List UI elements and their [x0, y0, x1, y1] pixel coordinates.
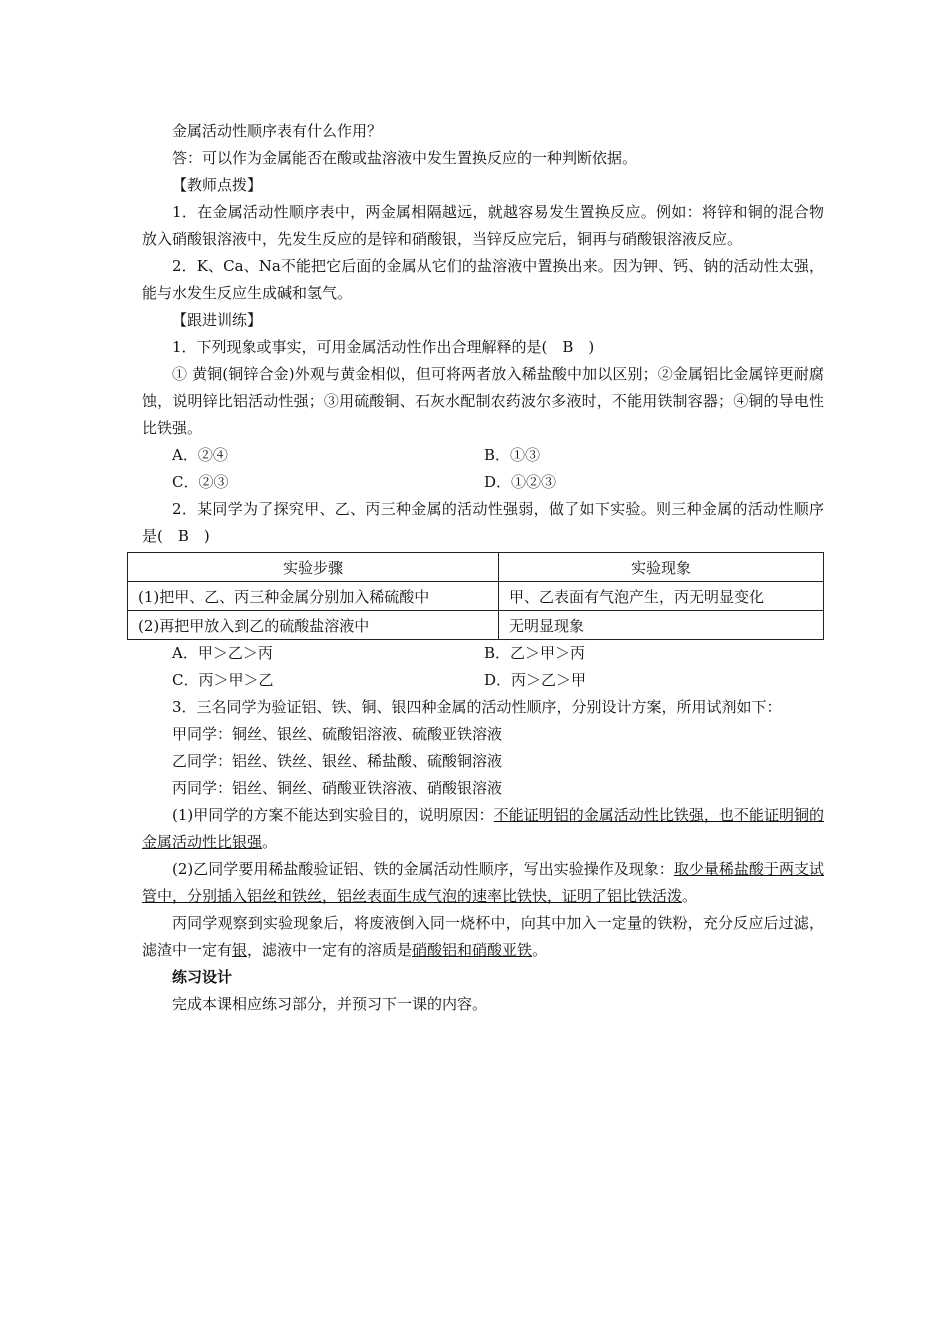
sub-question-1	[142, 802, 824, 856]
training-heading: 【跟进训练】	[172, 311, 263, 329]
teacher-tip-1: 1．在金属活动性顺序表中，两金属相隔越远，就越容易发生置换反应。例如：将锌和铜的混合物放入硝酸银溶液中，先发生反应的是锌和硝酸银，当锌反应完后，铜再与硝酸银溶液反应。	[142, 203, 824, 248]
option-a: A．②④	[172, 446, 228, 464]
document-page	[138, 118, 824, 1018]
practice-body: 完成本课相应练习部分，并预习下一课的内容。	[172, 995, 488, 1013]
table-header-phenomena: 实验现象	[499, 553, 824, 582]
student-bing-reagents: 丙同学：铝丝、铜丝、硝酸亚铁溶液、硝酸银溶液	[172, 779, 503, 797]
option-b: B．乙＞甲＞丙	[484, 644, 586, 662]
option-c: C．②③	[172, 473, 229, 491]
exercise-1-options-row-1	[142, 442, 824, 469]
punctuation: 。	[262, 833, 278, 851]
option-d: D．①②③	[484, 473, 557, 491]
option-b: B．①③	[484, 446, 541, 464]
sub-question-2	[142, 856, 824, 910]
table-header-row	[128, 553, 824, 582]
sub-question-3-prompt: 丙同学观察到实验现象后，将废液倒入同一烧杯中，向其中加入一定量的铁粉，充分反应后过滤，滤渣中一定有	[142, 914, 824, 959]
sub-question-1-answer: 不能证明铝的金属活动性比铁强，也不能证明铜的金属活动性比银强	[142, 806, 824, 851]
punctuation: 。	[682, 887, 698, 905]
table-cell: 无明显现象	[499, 611, 824, 640]
option-d: D．丙＞乙＞甲	[484, 671, 587, 689]
sub-question-2-prompt: (2)乙同学要用稀盐酸验证铝、铁的金属活动性顺序，写出实验操作及现象：	[172, 860, 674, 878]
question-title: 金属活动性顺序表有什么作用？	[172, 122, 383, 140]
exercise-1-options-row-2	[142, 469, 824, 496]
sub-question-3-prompt-2: ，滤液中一定有的溶质是	[247, 941, 413, 959]
sub-question-3	[142, 910, 824, 964]
experiment-table	[127, 552, 824, 640]
table-cell: (1)把甲、乙、丙三种金属分别加入稀硫酸中	[128, 582, 499, 611]
exercise-3-stem: 3．三名同学为验证铝、铁、铜、银四种金属的活动性顺序，分别设计方案，所用试剂如下：	[172, 698, 782, 716]
option-c: C．丙＞甲＞乙	[172, 671, 274, 689]
exercise-2-stem: 2．某同学为了探究甲、乙、丙三种金属的活动性强弱，做了如下实验。则三种金属的活动性顺序是( B )	[142, 500, 824, 545]
table-header-steps: 实验步骤	[128, 553, 499, 582]
practice-heading: 练习设计	[172, 968, 233, 986]
exercise-2-options-row-2	[142, 667, 824, 694]
table-row	[128, 582, 824, 611]
question-answer: 答：可以作为金属能否在酸或盐溶液中发生置换反应的一种判断依据。	[172, 149, 638, 167]
exercise-1-stem: 1．下列现象或事实，可用金属活动性作出合理解释的是( B )	[172, 338, 595, 356]
sub-question-2-answer: 取少量稀盐酸于两支试管中，分别插入铝丝和铁丝，铝丝表面生成气泡的速率比铁快，证明了铝比铁活泼	[142, 860, 824, 905]
table-cell: 甲、乙表面有气泡产生，丙无明显变化	[499, 582, 824, 611]
student-jia-reagents: 甲同学：铜丝、银丝、硫酸铝溶液、硫酸亚铁溶液	[172, 725, 503, 743]
sub-question-3-answer-solutes: 硝酸铝和硝酸亚铁	[412, 941, 533, 959]
table-cell: (2)再把甲放入到乙的硫酸盐溶液中	[128, 611, 499, 640]
sub-question-1-prompt: (1)甲同学的方案不能达到实验目的，说明原因：	[172, 806, 494, 824]
teacher-tips-heading: 【教师点拨】	[172, 176, 263, 194]
exercise-1-body: ① 黄铜(铜锌合金)外观与黄金相似，但可将两者放入稀盐酸中加以区别；②金属铝比金属锌更耐腐蚀，说明锌比铝活动性强；③用硫酸铜、石灰水配制农药波尔多液时，不能用铁制容器；④铜的导电性比铁强。	[142, 365, 824, 437]
sub-question-3-answer-residue: 银	[232, 941, 248, 959]
student-yi-reagents: 乙同学：铝丝、铁丝、银丝、稀盐酸、硫酸铜溶液	[172, 752, 503, 770]
table-row	[128, 611, 824, 640]
punctuation: 。	[532, 941, 548, 959]
teacher-tip-2: 2．K、Ca、Na不能把它后面的金属从它们的盐溶液中置换出来。因为钾、钙、钠的活动性太强，能与水发生反应生成碱和氢气。	[142, 257, 824, 302]
exercise-2-options-row-1	[142, 640, 824, 667]
option-a: A．甲＞乙＞丙	[172, 644, 273, 662]
